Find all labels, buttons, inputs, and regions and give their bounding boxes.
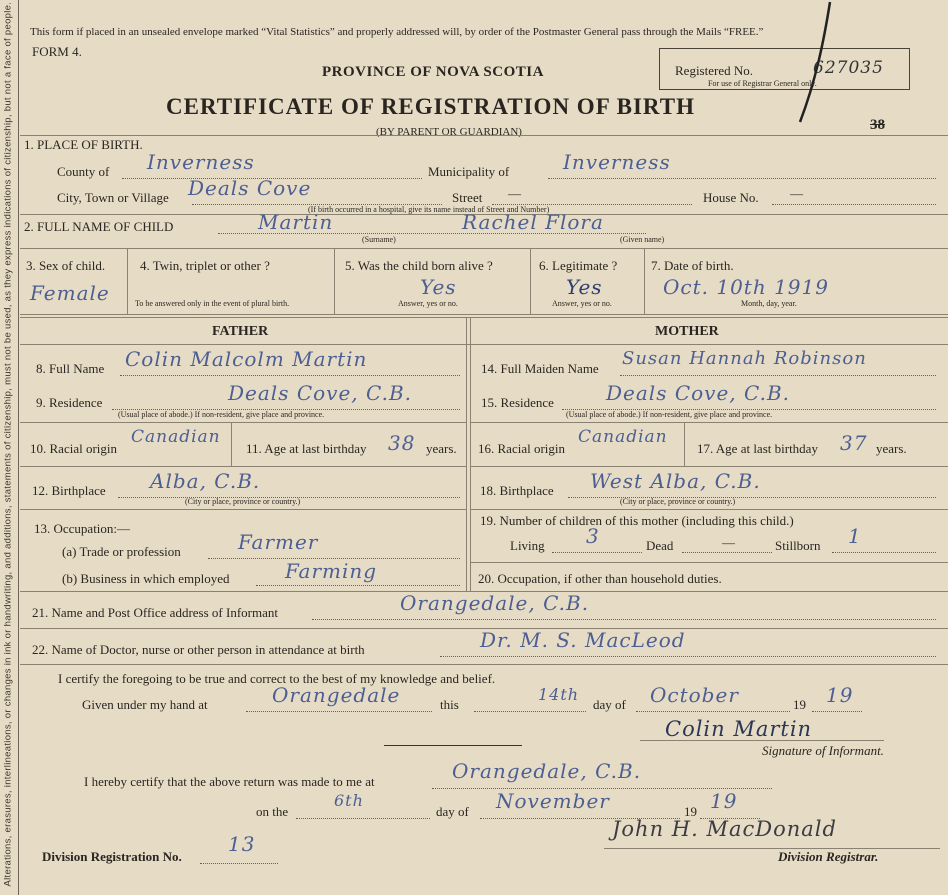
living-value: 3	[586, 524, 600, 548]
living-label: Living	[510, 538, 545, 553]
living-line	[552, 552, 642, 553]
county-value: Inverness	[147, 150, 255, 174]
house-line	[772, 204, 936, 205]
stillborn-line	[832, 552, 936, 553]
registrar-signature-line	[604, 848, 940, 849]
signature-line	[640, 740, 884, 741]
divider	[684, 422, 685, 466]
parents-divider	[470, 317, 471, 591]
rule	[20, 248, 948, 249]
margin-notice: Alterations, erasures, interlineations, or changes in ink or handwriting, and additions, statements of citizenship, must not be used, as they express indications of citizenship, but not a face of people.	[2, 1, 14, 887]
legitimate-label: 6. Legitimate ?	[539, 258, 618, 273]
father-age-label: 11. Age at last birthday	[246, 441, 367, 456]
division-registration-label: Division Registration No.	[42, 849, 182, 864]
informant-label: 21. Name and Post Office address of Informant	[32, 605, 278, 620]
city-label: City, Town or Village	[57, 190, 169, 205]
rule	[20, 344, 948, 345]
father-age-unit: years.	[426, 441, 457, 456]
this-label: this	[440, 697, 459, 712]
rule	[20, 135, 948, 136]
parents-divider	[466, 317, 467, 591]
mother-name-line	[620, 375, 936, 376]
divider	[127, 248, 128, 314]
registrar-signature-label: Division Registrar.	[778, 849, 879, 864]
alive-note: Answer, yes or no.	[398, 299, 458, 308]
registered-number: 627035	[813, 58, 884, 78]
county-label: County of	[57, 164, 110, 179]
rule	[470, 562, 948, 563]
stillborn-value: 1	[848, 524, 862, 548]
mother-racial: Canadian	[578, 427, 668, 447]
rule	[20, 314, 948, 315]
trade-label: (a) Trade or profession	[62, 544, 181, 559]
province-heading: PROVINCE OF NOVA SCOTIA	[322, 64, 544, 80]
father-birthplace: Alba, C.B.	[150, 469, 261, 493]
divider	[334, 248, 335, 314]
street-label: Street	[452, 190, 483, 205]
margin-rule	[18, 0, 19, 895]
street-value: —	[508, 186, 521, 201]
surname-note: (Surname)	[362, 235, 396, 244]
given-year: 19	[826, 683, 854, 707]
father-birthplace-label: 12. Birthplace	[32, 483, 106, 498]
division-registration-number: 13	[228, 832, 256, 856]
registrar-pen-stroke	[786, 0, 846, 125]
date-value: Oct. 10th 1919	[663, 275, 829, 299]
given-year-line	[812, 711, 862, 712]
doctor-line	[440, 656, 936, 657]
on-the-label: on the	[256, 804, 289, 819]
twin-note: To be answered only in the event of plural birth.	[135, 299, 290, 308]
given-month: October	[650, 683, 739, 707]
postal-notice: This form if placed in an unsealed envelope marked “Vital Statistics” and properly addressed will, by order of the Postmaster General pass through the Mails “FREE.”	[30, 26, 764, 38]
mother-age-unit: years.	[876, 441, 907, 456]
mother-res-label: 15. Residence	[481, 395, 554, 410]
registrar-signature: John H. MacDonald	[612, 817, 837, 841]
informant-value: Orangedale, C.B.	[400, 591, 590, 615]
given-name-note: (Given name)	[620, 235, 665, 244]
stillborn-label: Stillborn	[775, 538, 821, 553]
date-label: 7. Date of birth.	[651, 258, 734, 273]
registrar-day: 6th	[334, 791, 364, 810]
registered-label: Registered No.	[675, 63, 753, 78]
child-name-line	[218, 233, 646, 234]
business-line	[256, 585, 460, 586]
rule	[20, 317, 948, 318]
rule	[20, 422, 466, 423]
division-registration-line	[200, 863, 278, 864]
registrar-year-prefix: 19	[684, 804, 697, 819]
house-label: House No.	[703, 190, 759, 205]
city-value: Deals Cove	[188, 176, 312, 200]
father-age: 38	[388, 431, 416, 455]
father-res-label: 9. Residence	[36, 395, 103, 410]
business-label: (b) Business in which employed	[62, 571, 230, 586]
mother-name: Susan Hannah Robinson	[622, 348, 867, 369]
house-value: —	[790, 186, 803, 201]
rule	[470, 509, 948, 510]
separator	[384, 745, 522, 746]
child-given-name: Rachel Flora	[462, 210, 604, 234]
place-heading: 1. PLACE OF BIRTH.	[24, 137, 143, 152]
father-name-label: 8. Full Name	[36, 361, 105, 376]
doctor-label: 22. Name of Doctor, nurse or other person in attendance at birth	[32, 642, 365, 657]
municipality-label: Municipality of	[428, 164, 510, 179]
twin-label: 4. Twin, triplet or other ?	[140, 258, 270, 273]
rule	[470, 422, 948, 423]
mother-birthplace: West Alba, C.B.	[590, 469, 761, 493]
registered-mark: 38	[870, 117, 885, 133]
dead-label: Dead	[646, 538, 674, 553]
given-day: 14th	[538, 685, 580, 704]
mother-occupation-label: 20. Occupation, if other than household duties.	[478, 571, 722, 586]
given-year-prefix: 19	[793, 697, 806, 712]
mother-bp-note: (City or place, province or country.)	[620, 497, 736, 506]
legitimate-value: Yes	[566, 275, 603, 299]
informant-line	[312, 619, 936, 620]
registrar-day-line	[296, 818, 430, 819]
hospital-note: (If birth occurred in a hospital, give its name instead of Street and Number)	[308, 205, 550, 214]
rule	[20, 466, 466, 467]
father-res-note: (Usual place of abode.) If non-resident, give place and province.	[118, 410, 325, 419]
doctor-value: Dr. M. S. MacLeod	[480, 628, 686, 652]
occupation-label: 13. Occupation:—	[34, 521, 131, 536]
divider	[530, 248, 531, 314]
mother-birthplace-label: 18. Birthplace	[480, 483, 554, 498]
mother-name-label: 14. Full Maiden Name	[481, 361, 599, 376]
alive-label: 5. Was the child born alive ?	[345, 258, 493, 273]
divider	[231, 422, 232, 466]
child-name-label: 2. FULL NAME OF CHILD	[24, 219, 174, 234]
certificate-title: CERTIFICATE OF REGISTRATION OF BIRTH	[166, 94, 695, 119]
mother-age: 37	[840, 431, 868, 455]
father-residence: Deals Cove, C.B.	[228, 381, 413, 405]
date-note: Month, day, year.	[741, 299, 797, 308]
given-place: Orangedale	[272, 683, 401, 707]
registrar-place: Orangedale, C.B.	[452, 759, 642, 783]
father-name-line	[120, 375, 460, 376]
registrar-month: November	[496, 789, 610, 813]
mother-residence: Deals Cove, C.B.	[606, 381, 791, 405]
municipality-value: Inverness	[563, 150, 671, 174]
father-racial: Canadian	[131, 427, 221, 447]
given-place-line	[246, 711, 432, 712]
certificate-subtitle: (BY PARENT OR GUARDIAN)	[376, 126, 522, 138]
informant-signature: Colin Martin	[665, 717, 813, 741]
form-number: FORM 4.	[32, 44, 82, 59]
informant-signature-label: Signature of Informant.	[762, 743, 884, 758]
rule	[20, 664, 948, 665]
day-of-label: day of	[593, 697, 626, 712]
registrar-year: 19	[710, 789, 738, 813]
father-heading: FATHER	[212, 324, 269, 339]
registered-note: For use of Registrar General only.	[708, 79, 817, 88]
municipality-line	[548, 178, 936, 179]
given-month-line	[636, 711, 790, 712]
divider	[644, 248, 645, 314]
mother-racial-label: 16. Racial origin	[478, 441, 566, 456]
father-name: Colin Malcolm Martin	[125, 347, 368, 371]
dead-value: —	[722, 535, 735, 550]
certify-statement: I certify the foregoing to be true and correct to the best of my knowledge and belief.	[58, 671, 496, 686]
given-under-label: Given under my hand at	[82, 697, 208, 712]
father-bp-note: (City or place, province or country.)	[185, 497, 301, 506]
rule	[470, 466, 948, 467]
dead-line	[682, 552, 772, 553]
children-label: 19. Number of children of this mother (including this child.)	[480, 513, 794, 528]
rule	[20, 509, 466, 510]
mother-age-label: 17. Age at last birthday	[697, 441, 818, 456]
business-value: Farming	[285, 559, 378, 583]
alive-value: Yes	[420, 275, 457, 299]
sex-value: Female	[30, 281, 110, 305]
registrar-day-of-label: day of	[436, 804, 469, 819]
child-surname: Martin	[258, 210, 334, 234]
given-day-line	[474, 711, 586, 712]
mother-res-note: (Usual place of abode.) If non-resident, give place and province.	[566, 410, 773, 419]
trade-value: Farmer	[238, 530, 319, 554]
mother-heading: MOTHER	[655, 324, 719, 339]
sex-label: 3. Sex of child.	[26, 258, 106, 273]
father-racial-label: 10. Racial origin	[30, 441, 118, 456]
legitimate-note: Answer, yes or no.	[552, 299, 612, 308]
registrar-statement: I hereby certify that the above return was made to me at	[84, 774, 375, 789]
